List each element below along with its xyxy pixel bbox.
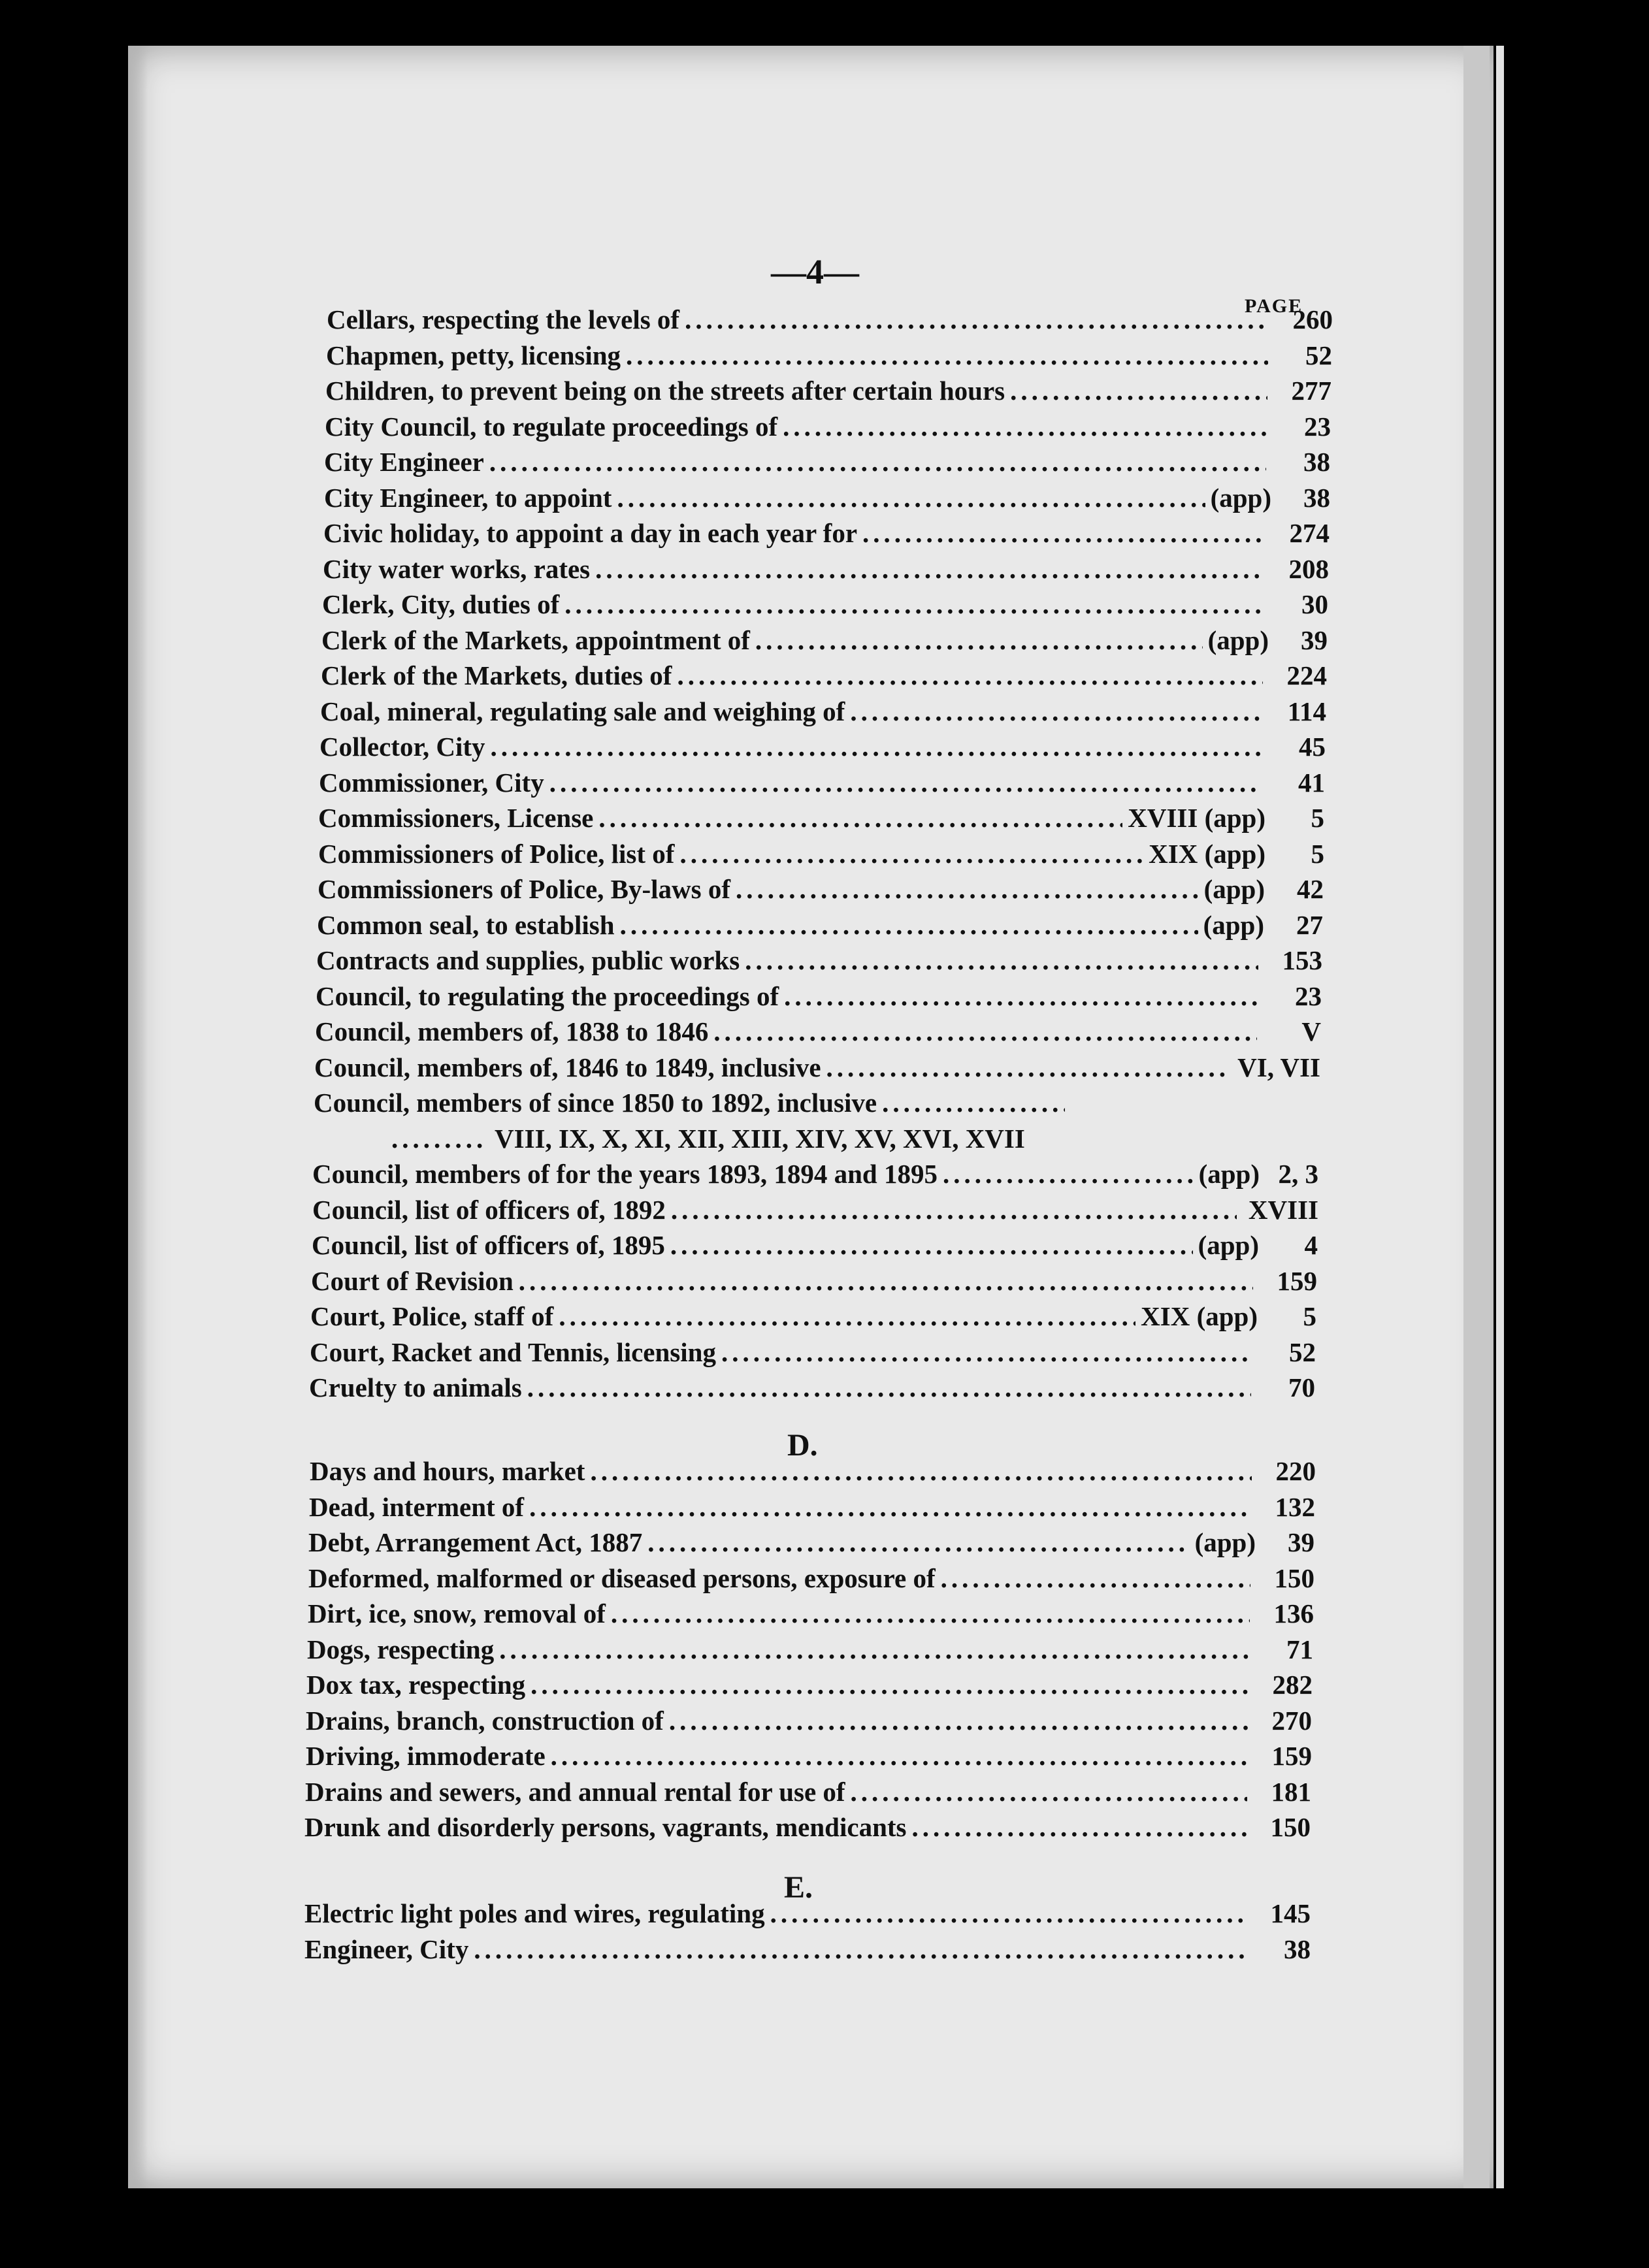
entry-page: V	[1301, 1016, 1321, 1046]
leader-dots	[551, 1740, 1248, 1772]
entry-page: 70	[1288, 1372, 1315, 1402]
entry-page: 132	[1275, 1491, 1315, 1522]
leader-dots	[677, 660, 1263, 691]
leader-dots	[529, 1491, 1251, 1523]
leader-dots	[713, 1016, 1257, 1047]
leader-dots	[549, 767, 1261, 798]
index-entry	[327, 304, 1333, 336]
entry-label: Driving, immoderate	[306, 1741, 546, 1771]
entry-label: City Engineer	[324, 447, 484, 477]
leader-dots	[527, 1372, 1251, 1403]
entry-page: 52	[1305, 340, 1332, 370]
entry-page: 208	[1288, 553, 1329, 584]
index-entry	[310, 1301, 1316, 1333]
entry-label: Drunk and disorderly persons, vagrants, mendicants	[304, 1812, 907, 1842]
index-entry	[318, 838, 1324, 871]
index-entry	[319, 767, 1325, 800]
leader-dots	[736, 873, 1199, 905]
index-entry	[314, 1087, 1320, 1120]
entry-label: Clerk, City, duties of	[322, 589, 560, 619]
entry-label: Coal, mineral, regulating sale and weighing of	[320, 696, 845, 726]
entry-label: Days and hours, market	[310, 1456, 585, 1486]
entry-label: Drains, branch, construction of	[306, 1705, 664, 1736]
entry-page: VI, VII	[1237, 1052, 1320, 1082]
entry-label: Contracts and supplies, public works	[316, 945, 740, 975]
entry-page: 220	[1275, 1456, 1316, 1486]
entry-label: Dox tax, respecting	[306, 1670, 526, 1700]
entry-label: Commissioners, License	[318, 803, 594, 833]
entry-label: Cruelty to animals	[309, 1372, 522, 1402]
entry-reference: XIX (app)	[1149, 838, 1265, 869]
entry-page: 224	[1286, 660, 1327, 690]
entry-page: 2, 3	[1278, 1159, 1318, 1189]
index-entry	[318, 802, 1324, 835]
entry-page: 277	[1291, 376, 1331, 406]
index-entry	[306, 1669, 1313, 1702]
leader-dots	[559, 1301, 1135, 1332]
entry-page: 27	[1296, 909, 1323, 940]
entry-page: 145	[1270, 1898, 1311, 1928]
section-heading-e: E.	[784, 1870, 813, 1905]
entry-label: Court of Revision	[311, 1265, 514, 1296]
entry-label: Court, Police, staff of	[310, 1301, 554, 1331]
page-column-heading: PAGE	[1245, 295, 1303, 317]
entry-reference: XIX (app)	[1141, 1301, 1258, 1331]
index-entry	[309, 1491, 1315, 1524]
entry-label: Electric light poles and wires, regulating	[304, 1898, 765, 1928]
entry-page: 30	[1301, 589, 1328, 619]
entry-label: City Council, to regulate proceedings of	[325, 411, 778, 442]
entry-label: Council, members of since 1850 to 1892, inclusive	[314, 1088, 877, 1118]
leader-dots	[721, 1336, 1252, 1368]
entry-label: Engineer, City	[304, 1934, 469, 1964]
leader-dots	[564, 589, 1264, 620]
leader-dots	[670, 1229, 1193, 1261]
index-entry	[315, 1016, 1321, 1048]
entry-page: 38	[1303, 447, 1330, 477]
entry-label: City water works, rates	[323, 553, 591, 584]
section-heading-d: D.	[787, 1428, 818, 1463]
leader-dots	[685, 304, 1269, 335]
leader-dots	[617, 482, 1205, 513]
entry-page: 39	[1288, 1527, 1314, 1557]
entry-page: 153	[1282, 945, 1322, 975]
entry-label: Dead, interment of	[309, 1491, 525, 1522]
entry-label: Common seal, to establish	[317, 909, 615, 940]
leader-dots	[851, 1776, 1247, 1807]
index-entry	[312, 1229, 1318, 1262]
entry-page: 181	[1271, 1776, 1311, 1807]
entry-label: Cellars, respecting the levels of	[327, 304, 680, 334]
entry-page: 23	[1304, 411, 1331, 442]
entry-label: Council, list of officers of, 1892	[312, 1194, 666, 1225]
index-entry	[311, 1265, 1317, 1298]
entry-reference: (app)	[1198, 1230, 1259, 1260]
entry-label: Council, members of, 1838 to 1846	[315, 1016, 709, 1046]
leader-dots	[1010, 375, 1267, 406]
page-edge	[1463, 46, 1490, 2188]
entry-page: 274	[1289, 518, 1330, 548]
index-entry	[325, 375, 1331, 408]
entry-page: 38	[1303, 482, 1330, 513]
index-entry	[319, 731, 1326, 764]
leader-dots	[647, 1527, 1189, 1558]
entry-page: 150	[1274, 1563, 1314, 1593]
leader-dots	[745, 945, 1258, 976]
leader-dots	[826, 1052, 1226, 1083]
page-gutter-shadow	[128, 46, 148, 2188]
entry-label: Dogs, respecting	[307, 1634, 495, 1664]
entry-label: Chapmen, petty, licensing	[326, 340, 621, 370]
entry-reference: (app)	[1203, 874, 1265, 904]
entry-reference: (app)	[1210, 482, 1271, 513]
index-entry	[308, 1527, 1314, 1559]
entry-reference: XVIII (app)	[1128, 803, 1265, 833]
index-entry	[324, 446, 1330, 479]
leader-dots	[489, 446, 1266, 478]
index-entry	[321, 624, 1328, 657]
entry-page: 114	[1287, 696, 1326, 726]
entry-page: 260	[1292, 304, 1333, 334]
index-entry	[304, 1934, 1311, 1966]
index-entry	[321, 660, 1327, 692]
entry-page: 5	[1303, 1301, 1316, 1331]
entry-page: 282	[1272, 1670, 1313, 1700]
leader-dots	[595, 553, 1265, 585]
page-number: —4—	[771, 252, 859, 291]
index-entry	[308, 1563, 1314, 1595]
entry-label: Council, members of, 1846 to 1849, inclusive	[314, 1052, 821, 1082]
entry-label: Civic holiday, to appoint a day in each year for	[323, 518, 858, 548]
index-entry	[314, 1052, 1320, 1084]
index-entry	[316, 980, 1322, 1013]
leader-dots	[491, 731, 1262, 762]
entry-label: Commissioners of Police, list of	[318, 838, 675, 869]
index-entry	[310, 1336, 1316, 1369]
index-entry	[317, 909, 1323, 942]
index-entry	[312, 1194, 1318, 1227]
leader-dots	[770, 1898, 1247, 1929]
leader-dots	[783, 411, 1267, 442]
entry-page: XVIII	[1248, 1194, 1318, 1225]
entry-page: VIII, IX, X, XI, XII, XIII, XIV, XV, XVI, XVII	[495, 1123, 1025, 1154]
entry-label: Debt, Arrangement Act, 1887	[308, 1527, 643, 1557]
entry-reference: (app)	[1194, 1527, 1256, 1557]
index-entry	[318, 873, 1324, 906]
index-entry	[308, 1598, 1314, 1630]
leader-dots	[784, 980, 1258, 1012]
entry-label: Deformed, malformed or diseased persons, exposure of	[308, 1563, 936, 1593]
entry-page: 41	[1298, 767, 1325, 798]
index-entry	[322, 589, 1328, 621]
entry-page: 159	[1277, 1265, 1317, 1296]
leader-dots	[391, 1123, 483, 1154]
entry-label: Clerk of the Markets, appointment of	[321, 624, 750, 655]
index-entry	[304, 1811, 1311, 1844]
leader-dots	[626, 340, 1268, 371]
entry-page: 45	[1299, 732, 1326, 762]
entry-page: 150	[1270, 1812, 1311, 1842]
index-entry	[325, 411, 1331, 444]
leader-dots	[941, 1563, 1250, 1594]
leader-dots	[531, 1669, 1249, 1700]
leader-dots	[850, 696, 1262, 727]
entry-label: Council, list of officers of, 1895	[312, 1230, 665, 1260]
entry-page: 39	[1301, 624, 1328, 655]
leader-dots	[474, 1934, 1247, 1965]
entry-label: Council, to regulating the proceedings of	[316, 980, 779, 1011]
page-edge-strip	[1496, 46, 1504, 2188]
leader-dots	[943, 1158, 1194, 1190]
entry-label: Dirt, ice, snow, removal of	[308, 1598, 606, 1628]
leader-dots	[679, 838, 1143, 869]
entry-page: 71	[1286, 1634, 1313, 1664]
entry-page: 4	[1304, 1230, 1318, 1260]
index-entry	[306, 1705, 1312, 1738]
index-entry	[307, 1634, 1313, 1666]
entry-label: Drains and sewers, and annual rental for use of	[305, 1776, 845, 1807]
index-entry	[320, 696, 1326, 728]
index-entry	[323, 517, 1330, 550]
leader-dots	[590, 1455, 1252, 1487]
index-entry	[316, 945, 1322, 977]
entry-reference: (app)	[1207, 624, 1269, 655]
entry-page: 42	[1297, 874, 1324, 904]
entry-page: 5	[1311, 838, 1324, 869]
index-entry	[313, 1123, 1319, 1156]
index-entry	[326, 340, 1332, 372]
entry-page: 159	[1271, 1741, 1312, 1771]
entry-page: 5	[1311, 803, 1324, 833]
leader-dots	[519, 1265, 1253, 1297]
entry-label: Commissioners of Police, By-laws of	[318, 874, 730, 904]
entry-page: 38	[1284, 1934, 1311, 1964]
index-entry	[306, 1740, 1312, 1773]
entry-page: 136	[1273, 1598, 1314, 1628]
index-entry	[324, 482, 1330, 515]
entry-reference: (app)	[1203, 909, 1264, 940]
entry-page: 52	[1289, 1336, 1316, 1367]
index-entry	[312, 1158, 1318, 1191]
entry-label: Children, to prevent being on the streets after certain hours	[325, 376, 1005, 406]
entry-page: 23	[1295, 980, 1322, 1011]
entry-label: Commissioner, City	[319, 767, 544, 798]
index-entry	[305, 1776, 1311, 1809]
leader-dots	[882, 1087, 1065, 1118]
entry-label: City Engineer, to appoint	[324, 482, 612, 513]
leader-dots	[862, 517, 1265, 549]
leader-dots	[755, 624, 1203, 656]
leader-dots	[911, 1811, 1247, 1843]
entry-label: Collector, City	[319, 732, 485, 762]
leader-dots	[620, 909, 1198, 941]
leader-dots	[598, 802, 1122, 834]
index-entry	[323, 553, 1329, 586]
leader-dots	[671, 1194, 1237, 1225]
leader-dots	[669, 1705, 1248, 1736]
entry-label: Council, members of for the years 1893, 1894 and 1895	[312, 1159, 938, 1189]
entry-label: Clerk of the Markets, duties of	[321, 660, 672, 690]
entry-label: Court, Racket and Tennis, licensing	[310, 1336, 716, 1367]
index-entry	[309, 1372, 1315, 1404]
entry-reference: (app)	[1198, 1159, 1260, 1189]
leader-dots	[499, 1634, 1249, 1665]
leader-dots	[611, 1598, 1250, 1629]
entry-page: 270	[1271, 1705, 1312, 1736]
